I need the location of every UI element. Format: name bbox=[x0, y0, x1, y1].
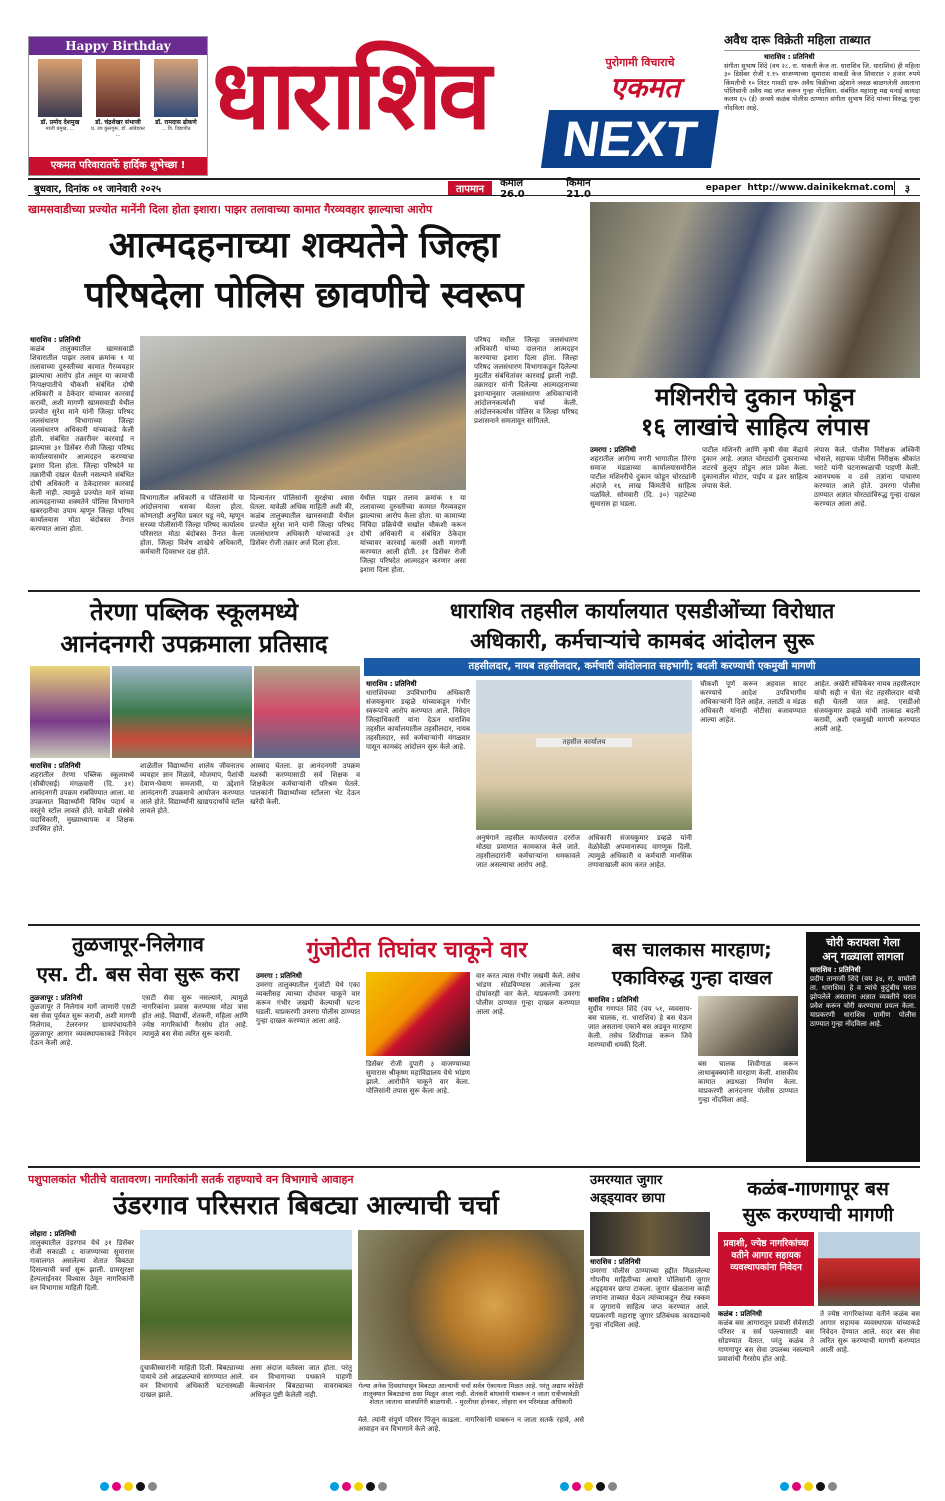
story-body: संगीता सुभाष शिंदे (वय २८, रा. याकती केज ता. धाराशिव जि. धाराशिव) ही महिला ३० डिसेंबर रोजी १.१५ वाजण्याच्या सुमारास वाकडी केज शिवारात २ हजार रुपये किंमतीची १० लिटर गावठी दारू अवैध विक्रीच्या उद्देशाने जवळ बाळगलेली असताना पोलिसांनी अवैध मद्य जप्त करून गुन्हा नोंदविला. संबंधित महाराष्ट्र मद्य मनाई कायदा कलम ६५ (ई) अन्वये कळंब पोलीस ठाण्यात संगीता सुभाष शिंदे यांच्या विरुद्ध गुन्हा नोंदविला आहे. bbox=[724, 61, 920, 112]
date-bar bbox=[28, 178, 920, 200]
lead-headline-line2: परिषदेला पोलिस छावणीचे स्वरूप bbox=[84, 275, 524, 316]
gunjoti-col-2: डिसेंबर रोजी दुपारी ३ वाजण्याच्या सुमारास श्रीकृष्ण महाविद्यालय येथे भांडण झाले. आरोपीने चाकूने वार केला. पोलिसांनी तपास सुरू केला आहे. bbox=[366, 1060, 470, 1095]
divider bbox=[28, 1166, 920, 1168]
leopard-photo-caption: गेल्या अनेक दिवसांपासून बिबट्या आल्याची चर्चा सर्वत्र ऐकायला मिळत आहे. परंतु अद्याप कोठेही तालुक्यात बिबट्याचा ठसा मिळून आला नाही. शेतकरी बांधवांनी घाबरून न जाता रात्रीच्यावेळी शेतात जाताना सावधगिरी बाळगावी. - मुरलीधर होनकर, लोहारा वन परिमंडळ अधिकारी bbox=[358, 1382, 584, 1406]
leopard-col-4: मेले. त्यांनी संपूर्ण परिसर पिंजून काढला. नागरिकांनी घाबरून न जाता सतर्क रहावे, असे आवाहन वन विभागाने केले आहे. bbox=[358, 1416, 584, 1433]
tuljapur-headline-line2: एस. टी. बस सेवा सुरू करा bbox=[36, 962, 240, 986]
lead-col-5: परिषद मधील जिल्हा जलसंधारण अधिकारी यांच्या दालनात आत्मदहन करण्याचा इशारा दिला होता. जिल्हा परिषद जलसंधारण विभागाकडून दिलेल्या मुदतीत संबंधितांवर कारवाई झाली नाही. तक्रारदार यांनी दिलेल्या आत्मदहनाच्या इशाऱ्यानुसार जलसंधारण अधिकाऱ्यांनी आंदोलनकर्त्याशी चर्चा केली. आंदोलनकर्त्यास पोलिस व जिल्हा परिषद प्रशासनाने समजावून सांगितले. bbox=[474, 336, 578, 425]
machinery-col-2: पाटील मशिनरी आणि कृषी सेवा केंद्राचे दुकान आहे. अज्ञात चोरट्यांनी दुकानाच्या शटरचे कुलूप तोडून आत प्रवेश केला. दुकानातील मोटार, पाईप व इतर साहित्य लंपास केले. bbox=[702, 446, 808, 490]
lead-col-1: धाराशिव : प्रतिनिधी कळंब तालुक्यातील खामसवाडी शिवारातील पाझर तलाव क्रमांक १ या तलावाच्या दुरुस्तीच्या कामात गैरव्यवहार झाल्याचा आरोप होत असून या कामाची निःपक्षपातीचे चौकशी संबंधित दोषी अधिकारी व ठेकेदार यांच्यावर कारवाई करावी, अशी मागणी खामसवाडी येथील प्रज्योत सुरेश माने यांनी जिल्हा परिषद जलसंधारण विभागाच्या जिल्हा जलसंधारण अधिकारी यांच्याकडे केली होती. संबंधित तक्रारीवर कारवाई न झाल्यास ३१ डिसेंबर रोजी जिल्हा परिषद कार्यालयासमोर आत्मदहन करण्याचा इशारा दिला होता. जिल्हा परिषदेने या तक्रारीची दखल घेतली नसल्याने संबंधित दोषी अधिकारी व ठेकेदारावर कारवाई केली नाही. त्यामुळे प्रज्योत माने यांच्या आत्मदहनाच्या शक्यतेने पोलिस विभागाने खबरदारीचा उपाय म्हणून जिल्हा परिषद कार्यालयास मोठा बंदोबस्त तैनात करण्यात आला होता. bbox=[30, 336, 134, 533]
story-headline: अवैध दारू विक्रेती महिला ताब्यात bbox=[724, 34, 920, 51]
registration-marks bbox=[330, 1476, 390, 1495]
terna-col-3: आस्वाद घेतला. हा आनंदनगरी उपक्रम यशस्वी करण्यासाठी सर्व शिक्षक व शिक्षकेतर कर्मचाऱ्यांनी परिश्रम घेतले. पालकांनी विद्यार्थ्यांच्या स्टॉलला भेट देऊन खरेदी केली. bbox=[250, 762, 360, 806]
lead-col-2: विभागातील अधिकारी व पोलिसांनी या आंदोलनाचा धसका घेतला होता. कोणताही अनुचित प्रकार घडू नये, म्हणून सरव्या पोलीसांनी जिल्हा परिषद कार्यालय परिसरात मोठा बंदोबस्त तैनात केला होता. जिल्हा विशेष शाखेचे अधिकारी, कर्मचारी दिवसभर दक्ष होते. bbox=[140, 494, 244, 556]
tagline: पुरोगामी विचाराचे bbox=[605, 56, 675, 69]
jugar-col: धाराशिव : प्रतिनिधी उमरगा पोलीस ठाण्याच्या हद्दीत मिळालेल्या गोपनीय माहितीच्या आधारे पोलिसांनी जुगार अड्ड्यावर छापा टाकला. जुगार खेळताना काही जणांना ताब्यात घेऊन त्यांच्याकडून रोख रक्कम व जुगाराचे साहित्य जप्त करण्यात आले. याप्रकरणी महाराष्ट्र जुगार प्रतिबंधक कायद्यान्वये गुन्हा नोंदविला आहे. bbox=[590, 1258, 710, 1329]
leopard-col-2: दुचाकीस्वारांनी माहिती दिली. बिबट्याच्या पायाचे ठसे आढळल्याचे सांगण्यात आले. वन विभागाचे अधिकारी घटनास्थळी दाखल झाले. bbox=[140, 1364, 244, 1399]
masthead-title: धाराशिव bbox=[212, 39, 488, 151]
jugar-headline-line1: उमरग्यात जुगार bbox=[590, 1173, 663, 1188]
kalamb-headline-line1: कळंब-गाणगापूर बस bbox=[747, 1178, 889, 1200]
divider bbox=[28, 924, 920, 926]
tahsil-col-4: चौकशी पूर्ण करून अहवाल सादर करण्याचे आदेश उपविभागीय अधिकाऱ्यांनी दिले आहेत. तलाठी व मंडळ अधिकारी यांनाही नोटीसा बजावण्यात आल्या आहेत. bbox=[700, 680, 806, 724]
terna-headline-line2: आनंदनगरी उपक्रमाला प्रतिसाद bbox=[60, 630, 328, 658]
site-url[interactable]: http://www.dainikekmat.com bbox=[747, 182, 894, 193]
temperature-max: कमाल 26.0 bbox=[500, 178, 525, 200]
leopard-field-photo bbox=[140, 1230, 352, 1360]
tahsil-col-3: अधिकारी संजयकुमार डव्हळे यांनी वेळोवेळी अपमानास्पद वागणूक दिली. त्यामुळे अधिकारी व कर्मचारी मानसिक तणावाखाली काम करत आहेत. bbox=[588, 834, 692, 869]
chori-headline-line1: चोरी करायला गेला bbox=[826, 936, 900, 949]
crime-illustration bbox=[698, 996, 798, 1056]
machinery-photo bbox=[590, 202, 920, 378]
tahsil-kicker: तहसीलदार, नायब तहसीलदार, कर्मचारी आंदोलनात सहभागी; बदली करण्याची एकमुखी मागणी bbox=[364, 658, 920, 676]
next-logo: NEXT bbox=[541, 110, 719, 168]
lead-photo-police bbox=[140, 336, 466, 490]
terna-col-1: धाराशिव : प्रतिनिधी शहरातील तेरणा पब्लिक स्कूलमध्ये (सीबीएसई) मंगळवारी (दि. ३१) आनंदनगरी उपक्रम राबविण्यात आला. या उपक्रमात विद्यार्थ्यांनी विविध पदार्थ व वस्तूंचे स्टॉल लावले होते. यावेळी संस्थेचे पदाधिकारी, मुख्याध्यापक व शिक्षक उपस्थित होते. bbox=[30, 762, 134, 833]
tuljapur-headline-line1: तुळजापूर-निलेगाव bbox=[72, 932, 204, 956]
terna-photo-3 bbox=[254, 666, 360, 758]
temperature-min: किमान 21.0 bbox=[566, 178, 591, 200]
jugar-headline-line2: अड्ड्यावर छापा bbox=[590, 1191, 666, 1206]
tahsil-office-photo bbox=[476, 680, 692, 830]
avatar bbox=[154, 59, 198, 117]
kalamb-col-2: ते ज्येष्ठ नागरिकांच्या वतीने कळंब बस आगार सहायक व्यवस्थापक यांच्याकडे निवेदन देण्यात आले. सदर बस सेवा त्वरित सुरू करण्याची मागणी करण्यात आली आहे. bbox=[820, 1310, 920, 1354]
machinery-headline-line1: मशिनरीचे दुकान फोडून bbox=[655, 383, 855, 411]
issue-date: बुधवार, दिनांक ०१ जानेवारी २०२५ bbox=[34, 183, 162, 195]
tahsil-headline-line2: अधिकारी, कर्मचाऱ्यांचे कामबंद आंदोलन सुरू bbox=[470, 629, 814, 653]
ekmat-logo: एकमत bbox=[610, 71, 680, 104]
page-number: ३ bbox=[894, 181, 920, 195]
kalamb-bus-photo bbox=[818, 1232, 920, 1306]
jugar-photo bbox=[590, 1212, 710, 1256]
birthday-person-3: डॉ. रामदास ढोकणे ... वि. विद्यापीठ bbox=[149, 59, 203, 138]
bus-driver-col-1: धाराशिव : प्रतिनिधी सुग्रीव गणपत शिंदे (वय ५१, व्यवसाय- बस चालक, रा. धाराशिव) हे बस घेऊन जात असताना एकाने बस अडवून मारहाण केली. तसेच शिवीगाळ करून जिवे मारण्याची धमकी दिली. bbox=[588, 996, 692, 1049]
kalamb-headline-line2: सुरू करण्याची मागणी bbox=[742, 1204, 894, 1226]
tahsil-col-5: आहेत. अखेरी संचिकेवर नायब तहसीलदार यांची सही न घेता थेट तहसीलदार यांची सही घेतली जात आहे. एसडीओ संजयकुमार डव्हळे यांची तात्काळ बदली करावी, अशी एकमुखी मागणी करण्यात आली आहे. bbox=[814, 680, 920, 733]
machinery-col-3: लंपास केले. पोलीस निरीक्षक अश्विनी भोसले, सहायक पोलीस निरीक्षक श्रीकांत भराटे यांनी घटनास्थळाची पाहणी केली. श्वानपथक व ठसे तज्ञांना पाचारण करण्यात आले होते. उमरगा पोलीस ठाण्यात अज्ञात चोरट्यांविरुद्ध गुन्हा दाखल करण्यात आला आहे. bbox=[814, 446, 920, 508]
birthday-box bbox=[28, 36, 208, 176]
tuljapur-col-1: तुळजापूर : प्रतिनिधी तुळजापूर ते निलेगाव मार्गे जाणारी एसटी बस सेवा पूर्ववत सुरू करावी, अशी मागणी निलेगाव, टेलरनगर ग्रामपंचायतीने तुळजापूर आगार व्यवस्थापकाकडे निवेदन देऊन केली आहे. bbox=[30, 994, 136, 1047]
tahsil-photo-caption: तहसील कार्यालय bbox=[536, 738, 632, 747]
gunjoti-col-1: उमरगा : प्रतिनिधी उमरगा तालुक्यातील गुंजोटी येथे एका व्यक्तीसह त्याच्या दोघांवर चाकूने वार करून गंभीर जखमी केल्याची घटना घडली. याप्रकरणी उमरगा पोलीस ठाण्यात गुन्हा दाखल करण्यात आला आहे. bbox=[256, 972, 360, 1025]
leopard-col-1: लोहारा : प्रतिनिधी तालुक्यातील उंडरगाव येथे ३१ डिसेंबर रोजी सकाळी ८ वाजण्याच्या सुमारास गावालगत असलेल्या शेतात बिबट्या दिसल्याची चर्चा सुरू झाली. ग्रामसुरक्षा हेल्पलाईनवर विश्वास ठेवून नागरिकांनी वन विभागास माहिती दिली. bbox=[30, 1230, 134, 1292]
terna-headline-line1: तेरणा पब्लिक स्कूलमध्ये bbox=[90, 598, 298, 626]
gunjoti-knife-illustration bbox=[366, 972, 470, 1056]
lead-col-3: दिल्यानंतर पोलिसांनी सुरक्षेचा श्वास घेतला. यावेळी अधिक माहिती अशी की, कळंब तालुक्यातील खामसवाडी येथील प्रज्योत सुरेश माने यांनी जिल्हा परिषद जलसंधारण अधिकारी यांच्याकडे ३१ डिसेंबर रोजी तक्रार अर्ज दिला होता. bbox=[250, 494, 354, 547]
divider bbox=[28, 590, 920, 592]
bus-driver-headline-line2: एकाविरुद्ध गुन्हा दाखल bbox=[611, 967, 773, 989]
temperature-label: तापमान bbox=[448, 181, 492, 195]
chori-headline-line2: अन् गळ्याला लागला bbox=[822, 950, 904, 963]
chori-body: प्रदीप तानाजी शिंदे (वय ३४, रा. वाघोली ता. धाराशिव) हे व त्यांचे कुटुंबीय घरात झोपलेले असताना अज्ञात व्यक्तीने घरात प्रवेश करून चोरी करण्याचा प्रयत्न केला. याप्रकरणी धाराशिव ग्रामीण पोलीस ठाण्यात गुन्हा नोंदविला आहे. bbox=[810, 975, 916, 1028]
birthday-title: Happy Birthday bbox=[29, 37, 207, 55]
bus-driver-col-2: बस चालक शिवीगाळ करून लाथाबुक्क्यांनी मारहाण केली. शासकीय कामात अडथळा निर्माण केला. याप्रकरणी आनंदनगर पोलीस ठाण्यात गुन्हा नोंदविला आहे. bbox=[698, 1060, 798, 1104]
bus-driver-headline-line1: बस चालकास मारहाण; bbox=[612, 939, 772, 961]
leopard-photo bbox=[358, 1230, 584, 1380]
avatar bbox=[38, 59, 82, 117]
birthday-wish: एकमत परिवारातर्फे हार्दिक शुभेच्छा ! bbox=[29, 157, 207, 175]
birthday-person-1: डॉ. प्रमोद देशमुख माजी प्रमुख, ... bbox=[33, 59, 87, 138]
registration-marks bbox=[560, 1476, 620, 1495]
tahsil-col-2: अनुषंगाने तहसील कार्यालयात दररोज मोठ्या प्रमाणात कामकाज केले जाते. तहसीलदारांनी कर्मचाऱ्यांना धमकावले जात असल्याचा आरोप आहे. bbox=[476, 834, 580, 869]
terna-photo-1 bbox=[30, 666, 110, 758]
machinery-col-1: उमरगा : प्रतिनिधी शहरातील आरोग्य नगरी भागातील तिरंगा समाज मंडळाच्या कार्यालयासमोरील पाटील मशिनरीचे दुकान फोडून चोरट्यांनी अंदाजे १६ लाख किंमतीचे साहित्य पळविले. सोमवारी (दि. ३०) पहाटेच्या सुमारास हा घडला. bbox=[590, 446, 696, 508]
gunjoti-col-3: वार करत त्यास गंभीर जखमी केले. तसेच भांडण सोडविण्यास आलेल्या इतर दोघांवरही वार केले. याप्रकरणी उमरगा पोलीस ठाण्यात गुन्हा दाखल करण्यात आला आहे. bbox=[476, 972, 580, 1016]
leopard-kicker: पशुपालकांत भीतीचे वातावरण। नागरिकांनी सतर्क राहण्याचे वन विभागाचे आवाहन bbox=[28, 1173, 354, 1186]
top-right-story: अवैध दारू विक्रेती महिला ताब्यात धाराशिव : प्रतिनिधी संगीता सुभाष शिंदे (वय २८, रा. याकती केज ता. धाराशिव जि. धाराशिव) ही महिला ३० डिसेंबर रोजी १.१५ वाजण्याच्या सुमारास वाकडी केज शिवारात २ हजार रुपये किंमतीची १० लिटर गावठी दारू अवैध विक्रीच्या उद्देशाने जवळ बाळगलेली असताना पोलिसांनी अवैध मद्य जप्त करून गुन्हा नोंदविला. संबंधित महाराष्ट्र मद्य मनाई कायदा कलम ६५ (ई) अन्वये कळंब पोलीस ठाण्यात संगीता सुभाष शिंदे यांच्या विरुद्ध गुन्हा नोंदविला आहे. bbox=[724, 34, 920, 174]
leopard-headline: उंडरगाव परिसरात बिबट्या आल्याची चर्चा bbox=[113, 1191, 499, 1221]
tahsil-headline-line1: धाराशिव तहसील कार्यालयात एसडीओंच्या विरोधात bbox=[449, 599, 835, 623]
chori-box: चोरी करायला गेला अन् गळ्याला लागला धाराशिव : प्रतिनिधी प्रदीप तानाजी शिंदे (वय ३४, रा. वाघोली ता. धाराशिव) हे व त्यांचे कुटुंबीय घरात झोपलेले असताना अज्ञात व्यक्तीने घरात प्रवेश करून चोरी करण्याचा प्रयत्न केला. याप्रकरणी धाराशिव ग्रामीण पोलीस ठाण्यात गुन्हा नोंदविला आहे. bbox=[806, 932, 920, 1162]
terna-col-2: शाळेतील विद्यार्थ्यांना शालेय जीवनातच व्यवहार ज्ञान मिळावे, मोजमाप, पैशांची देवाण-घेवाण समजावी, या उद्देशाने आनंदनगरी उपक्रमाचे आयोजन करण्यात आले होते. विद्यार्थ्यांनी खाद्यपदार्थांचे स्टॉल लावले होते. bbox=[140, 762, 244, 815]
kalamb-box: प्रवाशी, ज्येष्ठ नागरिकांच्या वतीने आगार सहायक व्यवस्थापकांना निवेदन bbox=[718, 1232, 814, 1306]
birthday-person-2: डॉ. चंद्रशेखर संभाजी प्र. उप कुलगुरू, डॉ. आंबेडकर ... bbox=[91, 59, 145, 138]
tuljapur-col-2: एसटी सेवा सुरू नसल्याने, त्यामुळे नागरिकांना प्रवास करण्यास मोठा त्रास होत आहे. विद्यार्थी, शेतकरी, महिला आणि ज्येष्ठ नागरिकांची गैरसोय होत आहे. त्यामुळे बस सेवा त्वरित सुरू करावी. bbox=[142, 994, 248, 1038]
epaper-label: epaper bbox=[705, 182, 742, 193]
leopard-col-3: असा अंदाज वर्तवला जात होता. परंतु वन विभागाच्या पथकाने पाहणी केल्यानंतर बिबट्याच्या वावराबाबत अधिकृत पुष्टी केलेली नाही. bbox=[250, 1364, 352, 1399]
registration-marks bbox=[780, 1476, 840, 1495]
lead-headline-line1: आत्मदहनाच्या शक्यतेने जिल्हा bbox=[108, 225, 500, 266]
lead-col-4: येथील पाझर तलाव क्रमांक १ या तलावाच्या दुरुस्तीच्या कामात गैरव्यवहार झाल्याचा आरोप केला होता. या कामाच्या निविदा प्रक्रियेची सखोल चौकशी करून दोषी अधिकारी व संबंधित ठेकेदार यांच्यावर कारवाई करावी अशी मागणी करण्यात आली होती. ३१ डिसेंबर रोजी जिल्हा परिषदेत आत्मदहन करणार असा इशारा दिला होता. bbox=[360, 494, 466, 574]
gunjoti-headline: गुंजोटीत तिघांवर चाकूने वार bbox=[306, 938, 528, 963]
registration-marks bbox=[100, 1476, 160, 1495]
tahsil-col-1: धाराशिव : प्रतिनिधी धाराशिवच्या उपविभागीय अधिकारी संजयकुमार डव्हळे यांच्याकडून गंभीर स्वरूपाचे आरोप करण्यात आले. निवेदन जिल्हाधिकारी यांना देऊन धाराशिव तहसील कार्यालयातील तहसीलदार, नायब तहसीलदार, सर्व कर्मचाऱ्यांनी मंगळवार पासून कामबंद आंदोलन सुरू केले आहे. bbox=[366, 680, 470, 751]
lead-kicker: खामसवाडीच्या प्रज्योत मानेंनी दिला होता इशारा। पाझर तलावाच्या कामात गैरव्यवहार झाल्याचा आरोप bbox=[28, 200, 580, 220]
terna-photo-2 bbox=[112, 666, 252, 758]
kalamb-col-1: कळंब : प्रतिनिधी कळंब बस आगारातून प्रवाशी सेवेसाठी परिसर व सर्व पल्ल्यासाठी बस सोडण्यात येतात. परंतु कळंब ते गाणगापूर बस सेवा उपलब्ध नसल्याने प्रवाशांची गैरसोय होत आहे. bbox=[718, 1310, 814, 1363]
machinery-headline-line2: १६ लाखांचे साहित्य लंपास bbox=[640, 413, 870, 441]
avatar bbox=[96, 59, 140, 117]
